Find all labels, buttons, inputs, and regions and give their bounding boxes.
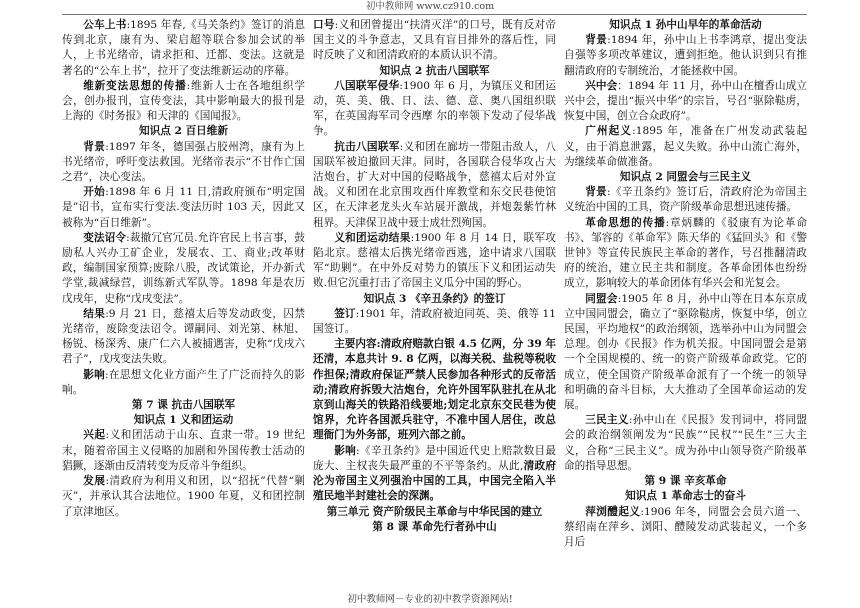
paragraph-lead: 影响 [83, 368, 106, 381]
section-heading: 第 9 课 辛亥革命 [644, 475, 727, 488]
paragraph-text: :裁撤冗官冗员.允许官民上书言事，鼓励私人兴办工矿企业，发展农、工、商业;改革财政，编制国家预算;废除八股，改试策论，开办新式学堂,裁减绿营，训练新式军队等。1898 年是农历戊戌年，史称“戊戌变法”。 [62, 231, 305, 305]
paragraph [313, 231, 556, 292]
section-heading: 知识点 3 《辛丑条约》的签订 [363, 292, 506, 305]
paragraph-lead: 兴中会 [585, 79, 618, 92]
paragraph-lead: 口号 [313, 19, 335, 31]
paragraph-text: :1905 年 8 月，孙中山等在日本东京成立中国同盟会，确立了“驱除鞑虏，恢复中华，创立民国，平均地权”的政治纲领，选举孙中山为同盟会总理。创办《民报》作为机关报。中国同盟会是第一个全国规模的、统一的资产阶级革命政党。它的成立，使全国资产阶级革命派有了一个统一的领导和明确的奋斗目标，大大推动了全国革命运动的发展。 [564, 292, 807, 412]
section-heading: 知识点 1 孙中山早年的革命活动 [609, 19, 762, 31]
paragraph-lead: 发展 [83, 475, 106, 488]
paragraph [564, 505, 807, 551]
paragraph-lead: 背景 [585, 186, 608, 199]
paragraph-lead: 公车上书 [83, 19, 127, 31]
section-heading: 第 8 课 革命先行者孙中山 [372, 520, 497, 533]
paragraph [564, 413, 807, 474]
column-middle [313, 18, 556, 591]
paragraph-lead: 变法诏令 [83, 231, 127, 244]
paragraph-text: :章炳麟的《驳康有为论革命书》、邹容的《革命军》陈天华的《猛回头》和《警世钟》等宣传民族民主革命的著作，号召推翻清政府的统治，建立民主共和制度。各革命团体也纷纷成立，影响较大的革命团体有华兴会和光复会。 [564, 216, 807, 290]
paragraph-lead: 萍浏醴起义 [585, 505, 641, 518]
paragraph-text: :清政府赔款白银 4.5 亿两，分 39 年还清，本息共计 9. 8 亿两，以海关税、盐税等税收作担保;清政府保证严禁人民参加各种形式的反帝活动;清政府拆毁大沽炮台，允许外国军队驻扎在从北京到山海关的铁路沿线要地;划定北京东交民巷为使馆界，允许各国派兵驻守，不准中国人居住，改总理衙门为外务部，班列六部之前。 [313, 338, 556, 442]
emphasis: 清政府沦为帝国主义列强治中国的工具，中国完全陷入半殖民地半封建社会的深渊。 [313, 459, 556, 503]
paragraph [313, 444, 556, 505]
paragraph-text: :1900 年 8 月 14 日，联军攻陷北京。慈禧太后携光绪帝西逃，途中请求八国联军“助剿”。在中外反对势力的镇压下义和团运动失败.但它沉重打击了帝国主义瓜分中国的野心。 [313, 231, 556, 290]
paragraph [564, 185, 807, 215]
paragraph [62, 140, 305, 186]
paragraph-text: :1906 年冬，同盟会会员六道一、蔡绍南在萍乡、浏阳、醴陵发动武装起义，一个多月后 [564, 505, 807, 548]
paragraph-text: :维新人士在各地组织学会，创办报刊，宣传变法，其中影响最大的报刊是上海的《时务报》和天津的《国闻报》。 [62, 79, 305, 123]
paragraph-lead: 八国联军侵华 [334, 79, 400, 92]
section-heading: 知识点 2 同盟会与三民主义 [619, 171, 752, 184]
paragraph [564, 33, 807, 79]
text-columns [62, 18, 807, 591]
paragraph-text: :1894 年，孙中山上书李鸿章，提出变法自强等多项改革建议，遭到拒绝。他认识到只有推翻清政府的专制统治，才能拯救中国。 [564, 34, 807, 77]
paragraph-lead: 广州起义 [585, 125, 633, 138]
paragraph [313, 140, 556, 231]
section-heading: 知识点 2 百日维新 [139, 125, 228, 138]
paragraph [313, 307, 556, 337]
paragraph-lead: 开始 [83, 186, 106, 199]
page-footer: 初中教师网－专业的初中教学资源网站! [347, 594, 513, 605]
paragraph-text: :1898 年 6 月 11 日,清政府颁布“明定国是”诏书，宣布实行变法.变法历时 103 天，因此又被称为“百日维新”。 [62, 186, 305, 229]
paragraph-text: ：1894 年 11 月，孙中山在檀香山成立兴中会，提出“振兴中华”的宗旨，号召“驱除鞑虏，恢复中国，创立合众政府”。 [564, 79, 807, 123]
paragraph-text: :在思想文化业方面产生了广泛而持久的影响。 [62, 368, 305, 396]
paragraph-lead: 背景 [585, 34, 608, 47]
paragraph-text: :1900 年 6 月，为镇压义和团运动，英、美、俄、日、法、德、意、奥八国组织联军，在英国海军司令西摩 尔的率领下发动了侵华战争。 [313, 79, 556, 138]
column-left [62, 18, 305, 591]
paragraph [62, 307, 305, 368]
paragraph-text: :义和团在廊坊一带阻击敌人，八国联军被迫撤回天津。同时，各国联合侵华攻占大沽炮台，扩大对中国的侵略战争，慈禧太后对外宣战。义和团在北京围攻西什库教堂和东交民巷使馆区，在天津老龙头火车站展开激战，并炮轰紫竹林租界。天津保卫战中聂士成壮烈殉国。 [313, 140, 556, 229]
column-right [564, 18, 807, 591]
paragraph-lead: 三民主义 [585, 414, 629, 427]
section-heading: 知识点 1 义和团运动 [133, 414, 234, 427]
paragraph [313, 79, 556, 140]
paragraph-text: :1901 年，清政府被迫同英、美、俄等 11 国签订。 [313, 307, 556, 336]
paragraph [62, 428, 305, 474]
paragraph-lead: 结果 [83, 307, 106, 320]
paragraph [62, 474, 305, 520]
paragraph-lead: 同盟会 [585, 292, 618, 305]
paragraph [62, 79, 305, 125]
paragraph-lead: 主要内容 [334, 338, 377, 351]
paragraph [564, 79, 807, 125]
paragraph-text: :孙中山在《民报》发刊词中，将同盟会的政治纲领阐发为“民族”“民权”“民生”三大主义，合称“三民主义”。成为孙中山领导资产阶级革命的指导思想。 [564, 414, 807, 472]
paragraph-lead: 兴起 [83, 429, 106, 442]
section-heading: 知识点 1 革命志士的奋斗 [625, 490, 746, 503]
paragraph [62, 185, 305, 231]
paragraph [62, 368, 305, 398]
paragraph [564, 216, 807, 292]
paragraph [564, 292, 807, 414]
header-rule [62, 14, 807, 15]
paragraph-text: :1897 年冬，德国强占胶州湾，康有为上书光绪帝，呼吁变法救国。光绪帝表示“不甘作亡国之君”，决心变法。 [62, 140, 305, 184]
paragraph-text: :《辛丑条约》是中国近代史上赔款数目最庞大、主权丧失最严重的不平等条约。从此,清政府沦为帝国主义列强治中国的工具，中国完全陷入半殖民地半封建社会的深渊。 [313, 444, 556, 503]
paragraph-text: :1895 年春,《马关条约》签订的消息传到北京，康有为、梁启超等联合参加会试的举人，上书光绪帝，请求拒和、迁都、变法。这就是著名的“公车上书”，拉开了变法维新运动的序幕。 [62, 19, 305, 77]
paragraph-text: :《辛丑条约》签订后，清政府沦为帝国主义统治中国的工具，资产阶级革命思想迅速传播。 [564, 186, 807, 214]
paragraph-text: :1895 年，准备在广州发动武装起义，由于消息泄露，起义失败。孙中山流亡海外，为继续革命做准备。 [564, 125, 807, 168]
paragraph-lead: 背景 [83, 140, 106, 153]
paragraph-text: :义和团曾提出“扶清灭洋”的口号，既有反对帝国主义的斗争意志，又具有盲目排外的落后性，同时反映了义和团清政府的本质认识不清。 [313, 19, 556, 62]
paragraph [313, 337, 556, 443]
section-heading: 第三单元 资产阶级民主革命与中华民国的建立 [326, 505, 543, 518]
paragraph [62, 231, 305, 307]
paragraph-lead: 影响 [334, 444, 357, 457]
paragraph-text: :9 月 21 日，慈禧太后等发动政变，囚禁光绪帝，废除变法诏令。谭嗣同、刘光第、林旭、杨锐、杨深秀、康广仁六人被捕遇害，史称“戊戌六君子”，戊戌变法失败。 [62, 307, 305, 366]
paragraph-lead: 维新变法思想的传播 [83, 79, 187, 92]
paragraph-lead: 抗击八国联军 [334, 140, 400, 153]
paragraph-lead: 革命思想的传播 [585, 216, 666, 229]
page-header: 初中教师网 www.cz910.com [365, 1, 495, 12]
paragraph-lead: 义和团运动结果 [334, 231, 411, 244]
section-heading: 知识点 2 抗击八国联军 [379, 64, 490, 77]
section-heading: 第 7 课 抗击八国联军 [131, 399, 236, 412]
paragraph-lead: 签订 [334, 307, 356, 320]
paragraph-text: :清政府为利用义和团，以“招抚”代替“剿灭”，并承认其合法地位。1900 年夏，义和团控制了京津地区。 [62, 475, 305, 518]
paragraph [62, 18, 305, 79]
paragraph [313, 18, 556, 64]
paragraph [564, 124, 807, 170]
paragraph-text: :义和团活动于山东、直隶一带。19 世纪末，随着帝国主义侵略的加剧和外国传教士活动的猖獗，逐渐由反清转变为反帝斗争组织。 [62, 429, 305, 472]
